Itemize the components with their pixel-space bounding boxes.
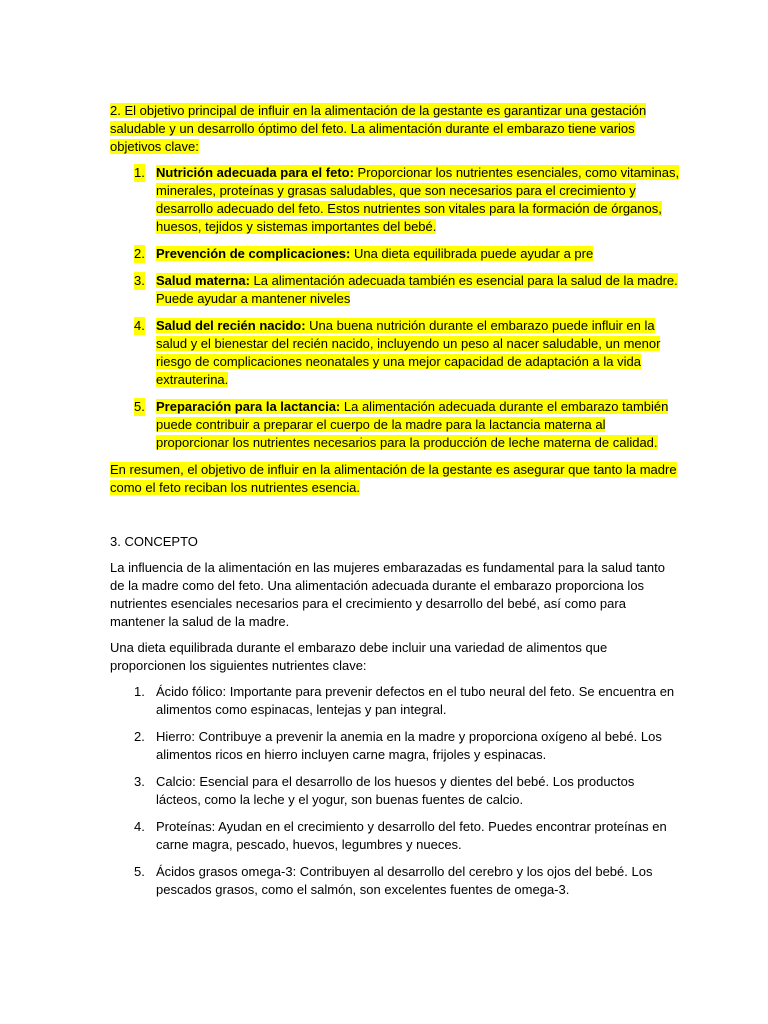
- section2-objectives-list: [110, 164, 680, 452]
- list-item-text: Una dieta equilibrada puede ayudar a pre: [350, 246, 594, 261]
- document-page: [110, 102, 680, 908]
- section3-paragraph-2: Una dieta equilibrada durante el embarazo debe incluir una variedad de alimentos que proporcionen los siguientes nutrientes clave:: [110, 640, 608, 673]
- list-item-text: La alimentación adecuada también es esencial para la salud de la madre. Puede ayudar a mantener niveles: [156, 273, 678, 306]
- list-item-title: Salud del recién nacido:: [156, 318, 306, 333]
- list-item-title: Salud materna:: [156, 273, 250, 288]
- list-item-text: Proporcionar los nutrientes esenciales, como vitaminas, minerales, proteínas y grasas saludables, que son necesarios para el crecimiento y desarrollo adecuado del feto. Estos nutrientes son vitales para la formación de órganos, huesos, tejidos y sistemas importantes del bebé.: [156, 165, 680, 234]
- list-item-text: La alimentación adecuada durante el embarazo también puede contribuir a preparar el cuerpo de la madre para la lactancia materna al proporcionar los nutrientes necesarios para la producción de leche materna de calidad.: [156, 399, 669, 450]
- list-item-text: Proteínas: Ayudan en el crecimiento y desarrollo del feto. Puedes encontrar proteínas en carne magra, pescado, huevos, legumbres y nueces.: [156, 819, 667, 852]
- list-item-number: 2.: [134, 246, 145, 261]
- list-item: [110, 245, 680, 263]
- list-item-number: 3.: [134, 774, 145, 789]
- list-item-number: 4.: [134, 318, 145, 333]
- list-item-text: Hierro: Contribuye a prevenir la anemia en la madre y proporciona oxígeno al bebé. Los alimentos ricos en hierro incluyen carne magra, frijoles y espinacas.: [156, 729, 662, 762]
- section2-summary: [110, 461, 680, 497]
- list-item: [110, 773, 680, 809]
- list-item-number: 4.: [134, 819, 145, 834]
- list-item: [110, 863, 680, 899]
- list-item: [110, 398, 680, 452]
- list-item: [110, 164, 680, 236]
- list-item: [110, 272, 680, 308]
- list-item-title: Nutrición adecuada para el feto:: [156, 165, 354, 180]
- list-item-number: 5.: [134, 864, 145, 879]
- section3-paragraph-1: La influencia de la alimentación en las mujeres embarazadas es fundamental para la salud tanto de la madre como del feto. Una alimentación adecuada durante el embarazo proporciona los nutrientes esenciales necesarios para el crecimiento y desarrollo del bebé, así como para mantener la salud de la madre.: [110, 560, 666, 629]
- list-item-title: Prevención de complicaciones:: [156, 246, 351, 261]
- list-item: [110, 818, 680, 854]
- list-item-title: Preparación para la lactancia:: [156, 399, 341, 414]
- list-item-number: 1.: [134, 165, 145, 180]
- section2-intro-text: 2. El objetivo principal de influir en la alimentación de la gestante es garantizar una gestación saludable y un desarrollo óptimo del feto. La alimentación durante el embarazo tiene varios objetivos clave:: [110, 103, 647, 154]
- list-item-text: Calcio: Esencial para el desarrollo de los huesos y dientes del bebé. Los productos lácteos, como la leche y el yogur, son buenas fuentes de calcio.: [156, 774, 635, 807]
- section3-nutrients-list: [110, 683, 680, 899]
- section2-intro: [110, 102, 680, 156]
- list-item-text: Una buena nutrición durante el embarazo puede influir en la salud y el bienestar del recién nacido, incluyendo un peso al nacer saludable, un menor riesgo de complicaciones neonatales y una mejor capacidad de adaptación a la vida extrauterina.: [156, 318, 661, 387]
- list-item-number: 1.: [134, 684, 145, 699]
- section3-heading: 3. CONCEPTO: [110, 534, 198, 549]
- list-item-text: Ácido fólico: Importante para prevenir defectos en el tubo neural del feto. Se encuentra en alimentos como espinacas, lentejas y pan integral.: [156, 684, 675, 717]
- list-item-number: 2.: [134, 729, 145, 744]
- list-item-number: 5.: [134, 399, 145, 414]
- section2-summary-text: En resumen, el objetivo de influir en la alimentación de la gestante es asegurar que tanto la madre como el feto reciban los nutrientes esencia.: [110, 462, 677, 495]
- list-item: [110, 317, 680, 389]
- list-item: [110, 683, 680, 719]
- list-item: [110, 728, 680, 764]
- list-item-text: Ácidos grasos omega-3: Contribuyen al desarrollo del cerebro y los ojos del bebé. Los pescados grasos, como el salmón, son excelentes fuentes de omega-3.: [156, 864, 653, 897]
- list-item-number: 3.: [134, 273, 145, 288]
